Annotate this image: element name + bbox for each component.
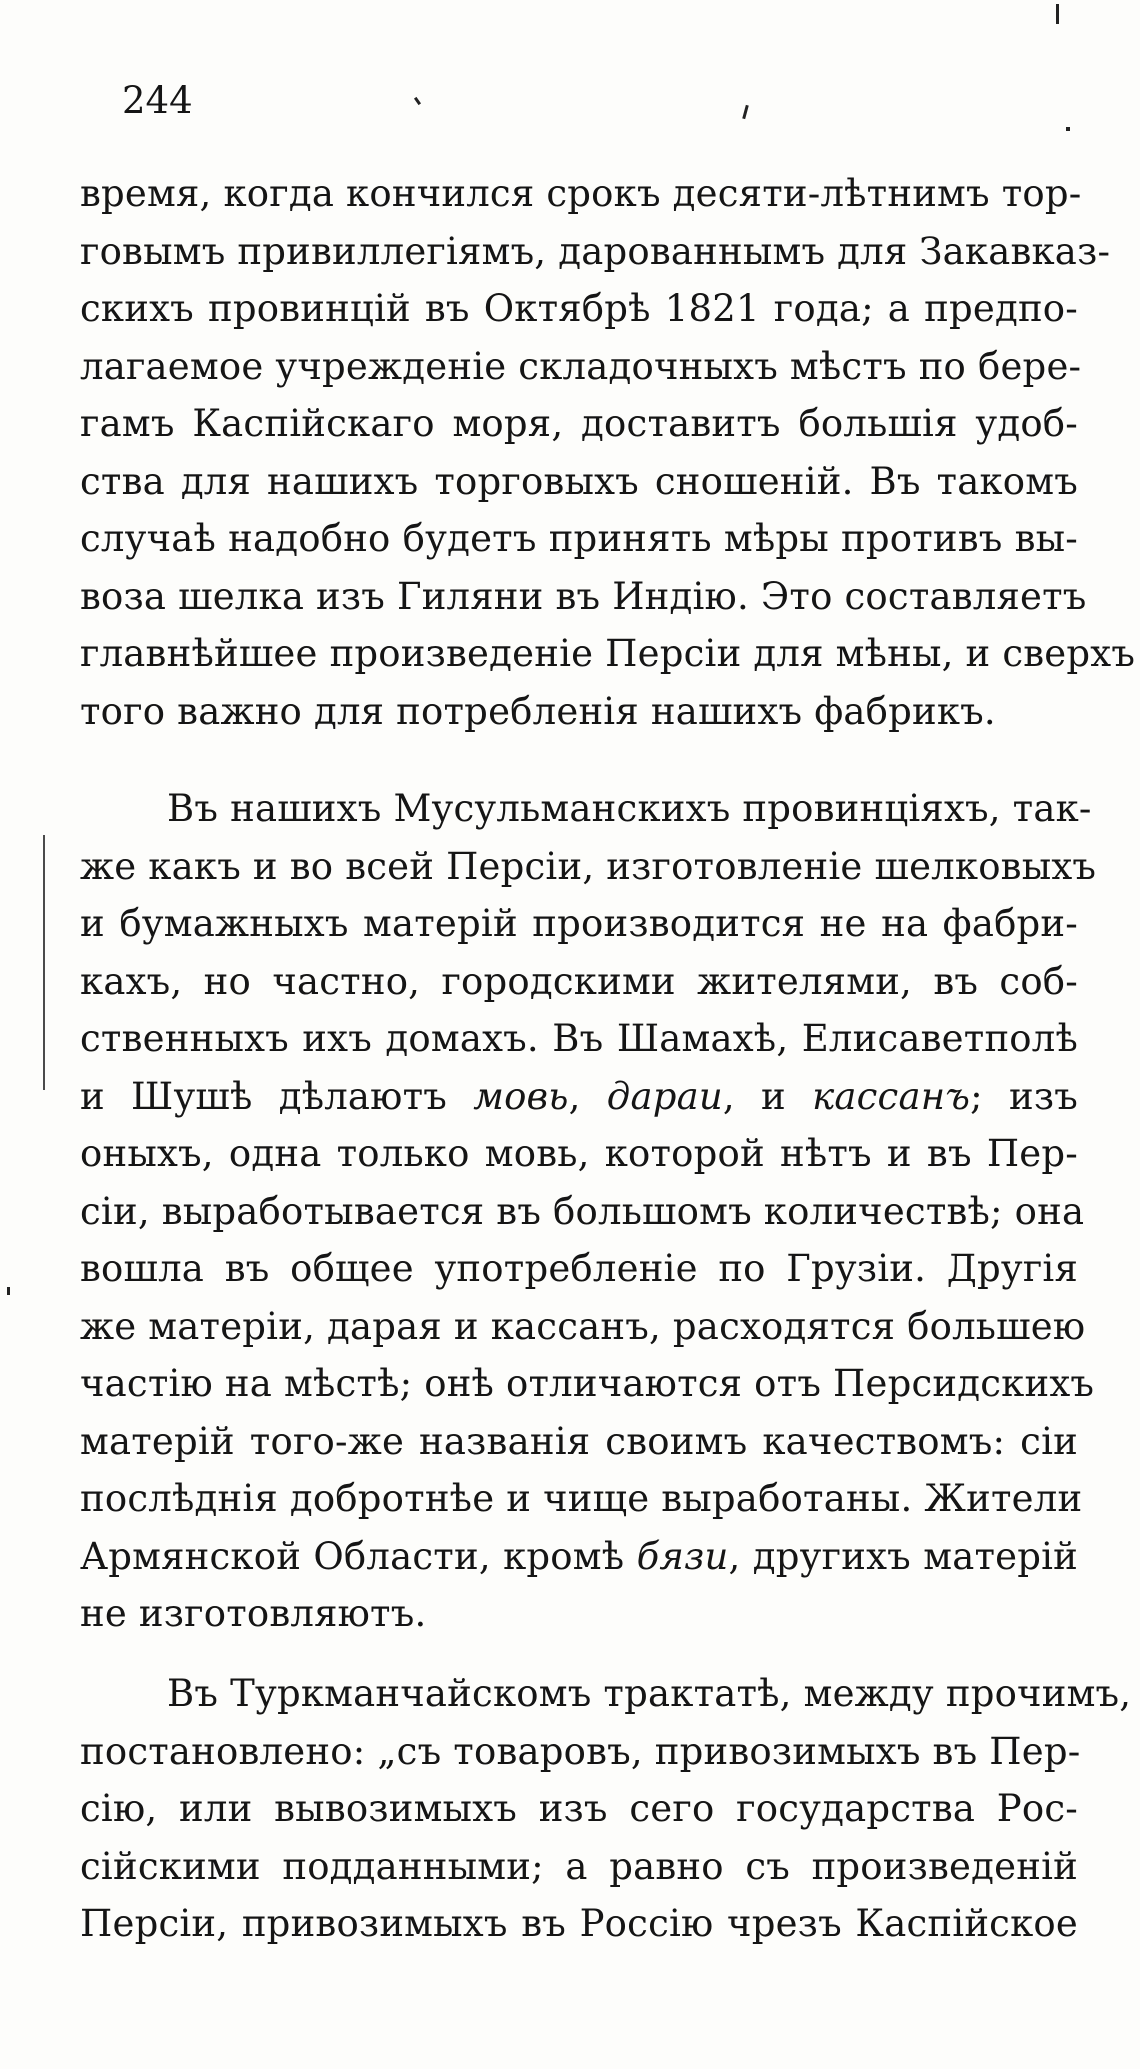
text-line: постановлено: „съ товаровъ, привозимыхъ въ Пер-: [80, 1729, 1081, 1773]
page-number: 244: [122, 79, 193, 122]
text-line: время, когда кончился срокъ десяти-лѣтнимъ тор-: [80, 172, 1082, 215]
text-line: Въ Туркманчайскомъ трактатѣ, между прочимъ,: [167, 1672, 1132, 1715]
text-line: ственныхъ ихъ домахъ. Въ Шамахѣ, Елисаветполѣ: [80, 1017, 1078, 1060]
text-line: скихъ провинцій въ Октябрѣ 1821 года; а предпо-: [80, 287, 1078, 330]
scan-speck: [7, 1287, 10, 1295]
text-line: случаѣ надобно будетъ принять мѣры противъ вы-: [80, 517, 1078, 560]
italic-term-bjazi: бязи: [636, 1534, 729, 1578]
text-line-with-italics: [80, 1068, 1078, 1126]
text-line: Персіи, привозимыхъ въ Россію чрезъ Каспійское: [80, 1902, 1078, 1945]
scan-speck: [1066, 127, 1070, 131]
margin-pencil-line: [43, 835, 45, 1090]
text-line: воза шелка изъ Гиляни въ Индію. Это составляетъ: [80, 574, 1087, 618]
text-line: Въ нашихъ Мусульманскихъ провинціяхъ, так-: [167, 787, 1092, 830]
text-line: оныхъ, одна только мовь, которой нѣтъ и въ Пер-: [80, 1132, 1078, 1175]
text-run: , и: [722, 1074, 813, 1118]
italic-term-mov: мовь: [473, 1074, 569, 1118]
text-line: гамъ Каспійскаго моря, доставитъ большія удоб-: [80, 402, 1078, 445]
paragraph-3: [80, 1665, 1132, 1953]
text-run: Армянской Области, кромѣ: [80, 1534, 637, 1578]
text-line: не изготовляютъ.: [80, 1592, 427, 1635]
text-line: того важно для потребленія нашихъ фабрикъ.: [80, 689, 996, 733]
text-run: ,: [568, 1074, 607, 1118]
text-line: сію, или вывозимыхъ изъ сего государства Рос-: [80, 1787, 1078, 1830]
text-run: ; изъ: [970, 1074, 1079, 1118]
italic-term-darai: дараи: [606, 1074, 723, 1118]
text-line: главнѣйшее произведеніе Персіи для мѣны, и сверхъ: [80, 632, 1136, 675]
scan-speck: [742, 105, 749, 119]
text-line: же матеріи, дарая и кассанъ, расходятся большею: [80, 1304, 1086, 1348]
scan-speck: [414, 97, 421, 105]
text-line: ства для нашихъ торговыхъ сношеній. Въ такомъ: [80, 459, 1078, 503]
text-line: кахъ, но частно, городскими жителями, въ соб-: [80, 959, 1078, 1003]
text-run: , другихъ матерій: [728, 1534, 1078, 1578]
italic-term-kassan: кассанъ: [812, 1074, 971, 1118]
text-line: частію на мѣстѣ; онѣ отличаются отъ Персидскихъ: [80, 1362, 1095, 1405]
text-run: и Шушѣ дѣлаютъ: [80, 1074, 474, 1118]
text-line: лагаемое учрежденіе складочныхъ мѣстъ по бере-: [80, 344, 1082, 388]
text-line: сіи, выработывается въ большомъ количествѣ; она: [80, 1189, 1085, 1233]
text-line-with-italics: [80, 1528, 1078, 1586]
text-line: же какъ и во всей Персіи, изготовленіе шелковыхъ: [80, 844, 1097, 888]
scan-speck: [1056, 4, 1059, 24]
text-line: говымъ привиллегіямъ, дарованнымъ для Закавказ-: [80, 229, 1111, 273]
text-line: послѣднія добротнѣе и чище выработаны. Жители: [80, 1477, 1083, 1520]
paragraph-1: [80, 165, 1136, 740]
text-line: сійскими подданными; а равно съ произведеній: [80, 1844, 1078, 1888]
text-line: и бумажныхъ матерій производится не на фабри-: [80, 902, 1078, 945]
paragraph-2: [80, 780, 1097, 1643]
text-line: матерій того-же названія своимъ качествомъ: сіи: [80, 1419, 1078, 1463]
text-line: вошла въ общее употребленіе по Грузіи. Другія: [80, 1247, 1078, 1290]
